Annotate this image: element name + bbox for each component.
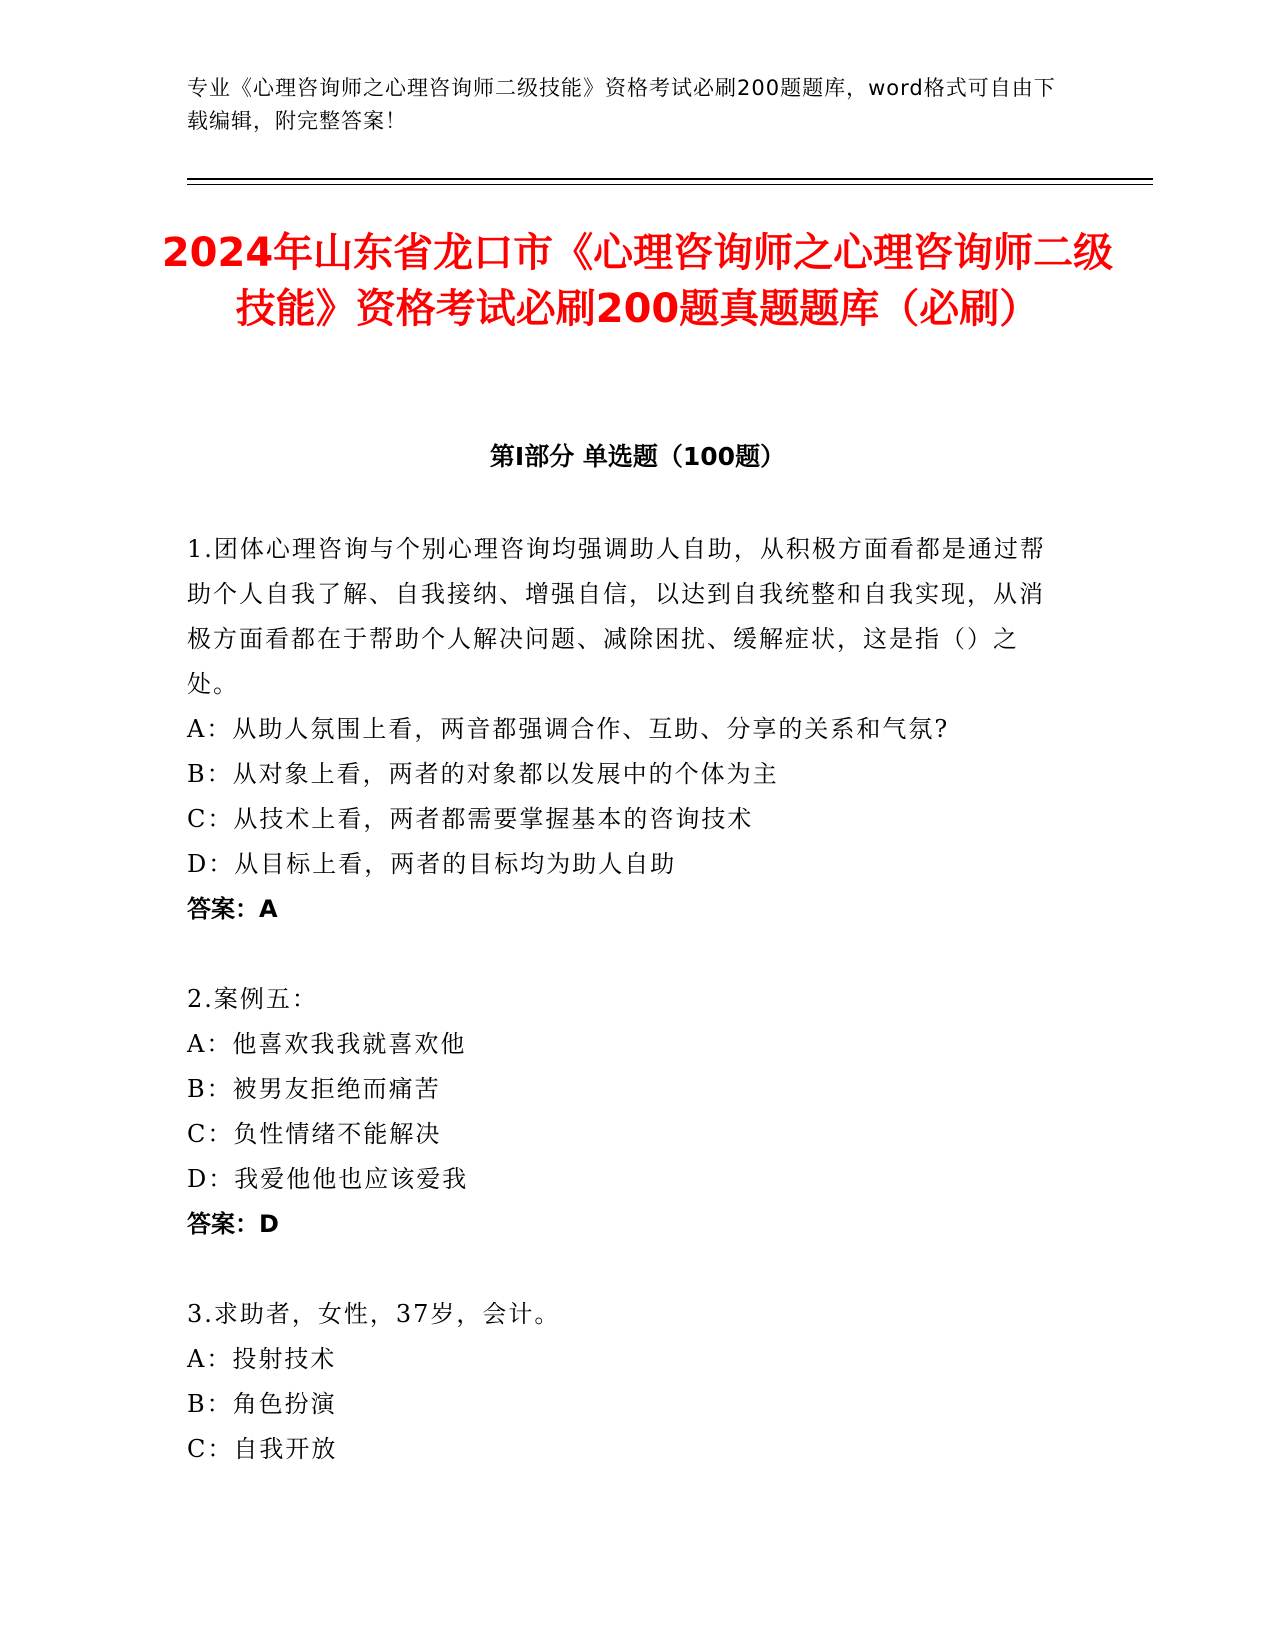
option-a: A：他喜欢我我就喜欢他 bbox=[187, 1030, 467, 1058]
option-c: C：负性情绪不能解决 bbox=[187, 1120, 442, 1148]
header-rule-thick bbox=[187, 178, 1153, 180]
option-b: B：从对象上看，两者的对象都以发展中的个体为主 bbox=[187, 760, 779, 788]
option-d: D：从目标上看，两者的目标均为助人自助 bbox=[187, 850, 677, 878]
header-rule-thin bbox=[187, 184, 1153, 185]
option-b: B：角色扮演 bbox=[187, 1390, 337, 1418]
answer: 答案：A bbox=[187, 895, 278, 923]
header-note: 专业《心理咨询师之心理咨询师二级技能》资格考试必刷200题题库，word格式可自由下载编辑，附完整答案！ bbox=[187, 76, 1056, 133]
question-list bbox=[187, 527, 1067, 1517]
question-1 bbox=[187, 527, 1067, 932]
option-a: A：从助人氛围上看，两音都强调合作、互助、分享的关系和气氛? bbox=[187, 715, 950, 743]
question-stem: 3.求助者，女性，37岁，会计。 bbox=[187, 1300, 561, 1328]
option-c: C：自我开放 bbox=[187, 1435, 338, 1463]
question-stem: 1.团体心理咨询与个别心理咨询均强调助人自助，从积极方面看都是通过帮助个人自我了解、自我接纳、增强自信，以达到自我统整和自我实现，从消极方面看都在于帮助个人解决问题、减除困扰、缓解症状，这是指（）之处。 bbox=[187, 535, 1046, 698]
question-stem: 2.案例五： bbox=[187, 985, 318, 1013]
question-2 bbox=[187, 977, 1067, 1247]
option-a: A：投射技术 bbox=[187, 1345, 337, 1373]
option-b: B：被男友拒绝而痛苦 bbox=[187, 1075, 441, 1103]
question-3 bbox=[187, 1292, 1067, 1472]
option-c: C：从技术上看，两者都需要掌握基本的咨询技术 bbox=[187, 805, 754, 833]
answer: 答案：D bbox=[187, 1210, 279, 1238]
section-heading: 第Ⅰ部分 单选题（100题） bbox=[489, 442, 786, 471]
document-title: 2024年山东省龙口市《心理咨询师之心理咨询师二级技能》资格考试必刷200题真题题库（必刷） bbox=[161, 230, 1114, 332]
option-d: D：我爱他他也应该爱我 bbox=[187, 1165, 469, 1193]
